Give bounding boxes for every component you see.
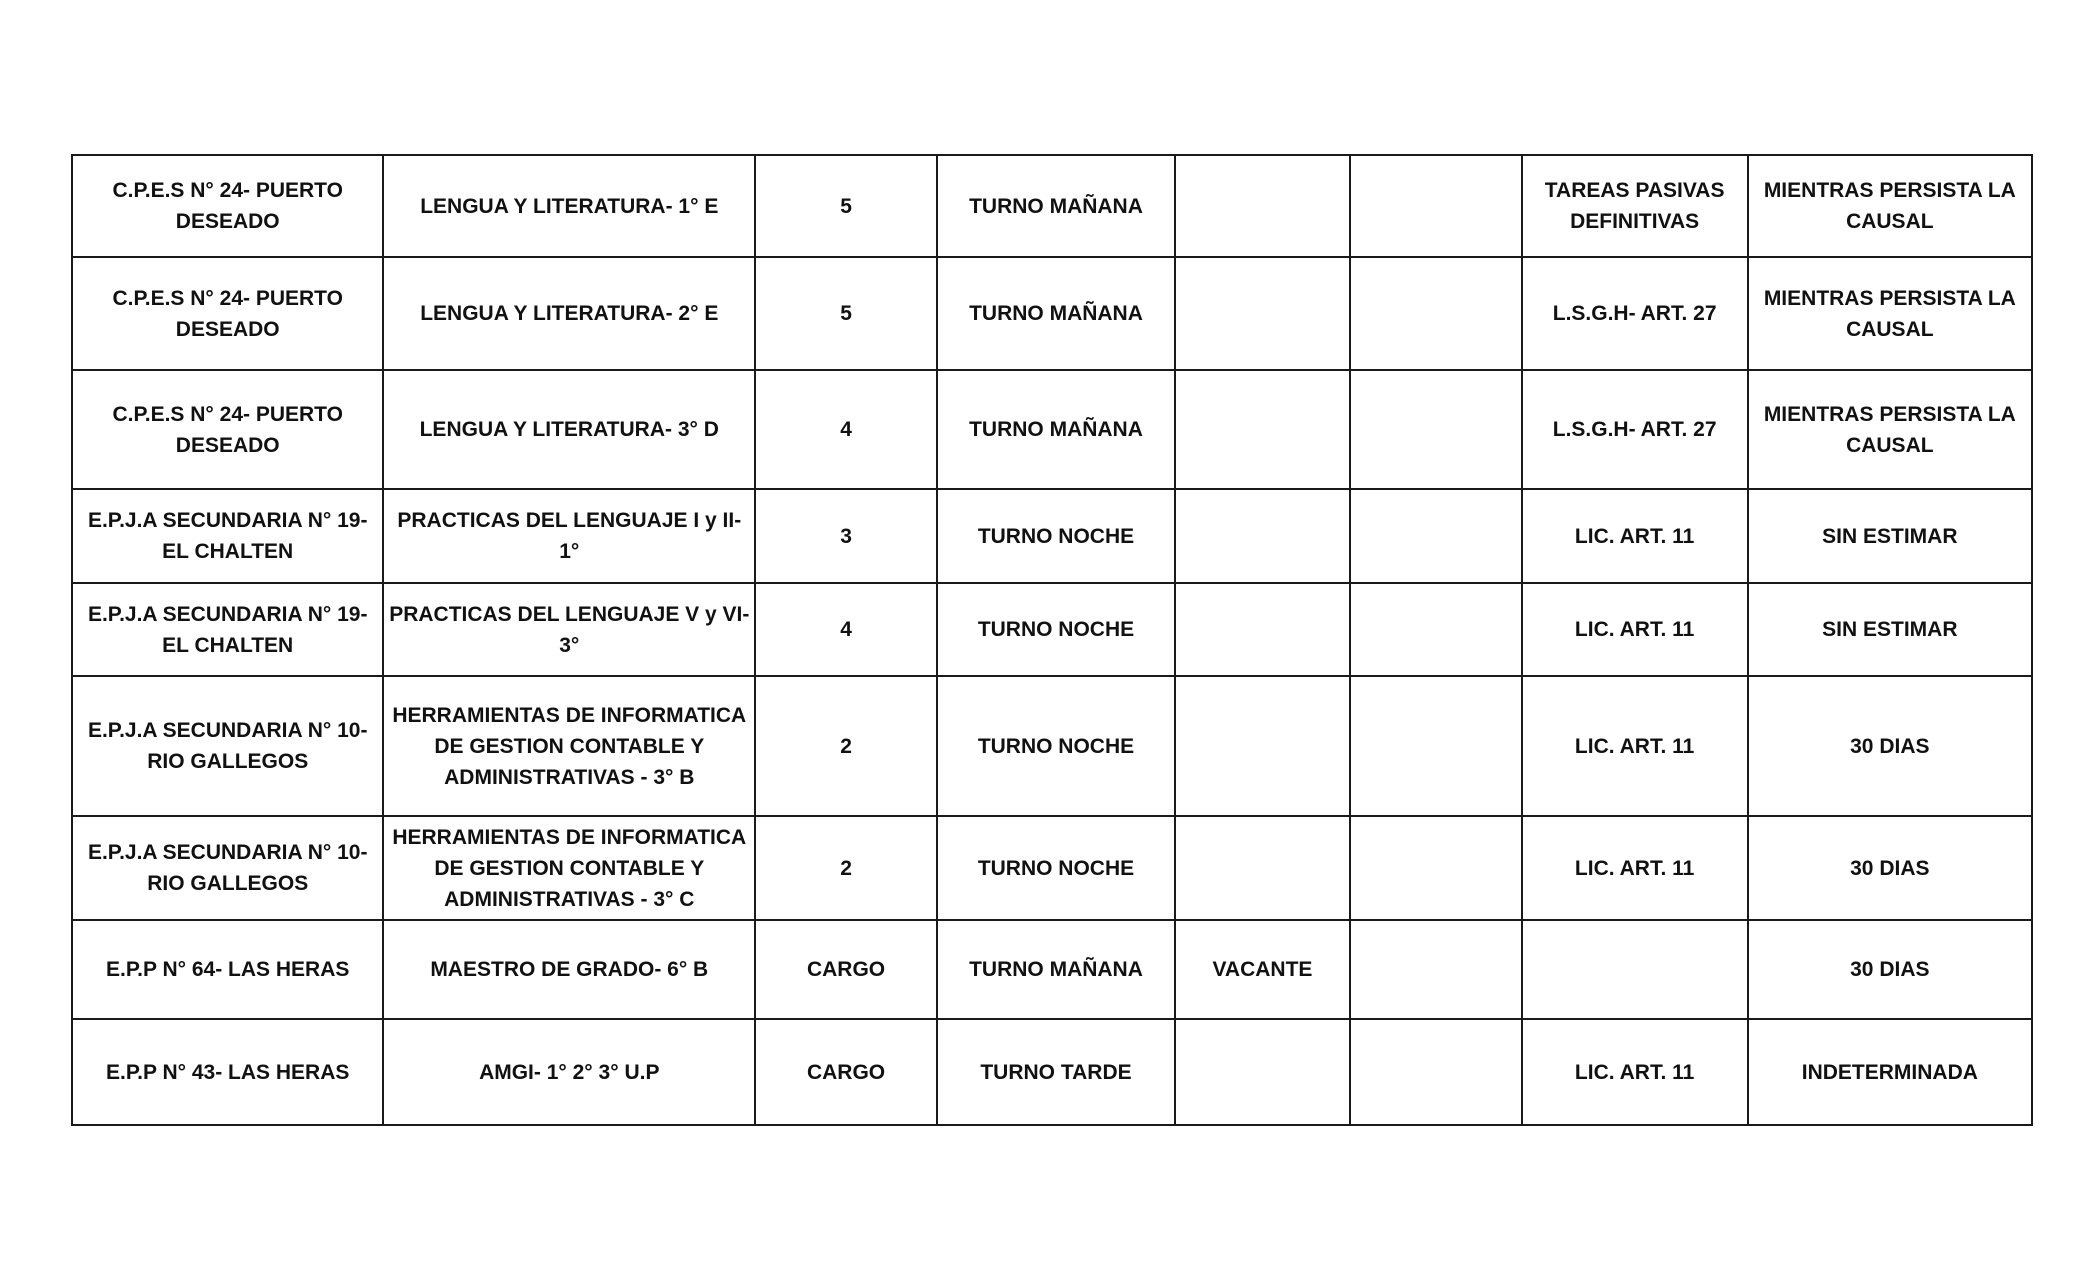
shift-cell: TURNO MAÑANA xyxy=(937,257,1175,370)
extra-cell xyxy=(1350,370,1522,489)
table-row xyxy=(72,257,2032,370)
shift-cell: TURNO TARDE xyxy=(937,1019,1175,1125)
status-cell: VACANTE xyxy=(1175,920,1350,1019)
extra-cell xyxy=(1350,1019,1522,1125)
status-cell xyxy=(1175,370,1350,489)
subject-cell: HERRAMIENTAS DE INFORMATICA DE GESTION CONTABLE Y ADMINISTRATIVAS - 3° B xyxy=(383,676,755,816)
subject-cell: PRACTICAS DEL LENGUAJE V y VI- 3° xyxy=(383,583,755,676)
duration-cell: 30 DIAS xyxy=(1748,920,2032,1019)
shift-cell: TURNO NOCHE xyxy=(937,816,1175,920)
extra-cell xyxy=(1350,257,1522,370)
hours-cell: 4 xyxy=(755,583,937,676)
subject-cell: HERRAMIENTAS DE INFORMATICA DE GESTION CONTABLE Y ADMINISTRATIVAS - 3° C xyxy=(383,816,755,920)
extra-cell xyxy=(1350,155,1522,257)
reason-cell xyxy=(1522,920,1748,1019)
school-cell: E.P.P N° 43- LAS HERAS xyxy=(72,1019,383,1125)
reason-cell: L.S.G.H- ART. 27 xyxy=(1522,257,1748,370)
hours-cell: 5 xyxy=(755,257,937,370)
status-cell xyxy=(1175,489,1350,583)
shift-cell: TURNO NOCHE xyxy=(937,583,1175,676)
subject-cell: LENGUA Y LITERATURA- 2° E xyxy=(383,257,755,370)
subject-cell: PRACTICAS DEL LENGUAJE I y II- 1° xyxy=(383,489,755,583)
shift-cell: TURNO NOCHE xyxy=(937,489,1175,583)
table-row xyxy=(72,370,2032,489)
school-cell: E.P.J.A SECUNDARIA N° 19- EL CHALTEN xyxy=(72,583,383,676)
reason-cell: LIC. ART. 11 xyxy=(1522,583,1748,676)
reason-cell: TAREAS PASIVAS DEFINITIVAS xyxy=(1522,155,1748,257)
hours-cell: 2 xyxy=(755,816,937,920)
school-cell: E.P.J.A SECUNDARIA N° 10- RIO GALLEGOS xyxy=(72,676,383,816)
reason-cell: LIC. ART. 11 xyxy=(1522,1019,1748,1125)
extra-cell xyxy=(1350,583,1522,676)
hours-cell: CARGO xyxy=(755,920,937,1019)
table-row xyxy=(72,920,2032,1019)
duration-cell: MIENTRAS PERSISTA LA CAUSAL xyxy=(1748,370,2032,489)
table-row xyxy=(72,1019,2032,1125)
extra-cell xyxy=(1350,920,1522,1019)
duration-cell: SIN ESTIMAR xyxy=(1748,583,2032,676)
school-cell: E.P.J.A SECUNDARIA N° 19- EL CHALTEN xyxy=(72,489,383,583)
status-cell xyxy=(1175,583,1350,676)
school-cell: C.P.E.S N° 24- PUERTO DESEADO xyxy=(72,370,383,489)
hours-cell: 3 xyxy=(755,489,937,583)
reason-cell: LIC. ART. 11 xyxy=(1522,676,1748,816)
shift-cell: TURNO MAÑANA xyxy=(937,370,1175,489)
duration-cell: SIN ESTIMAR xyxy=(1748,489,2032,583)
extra-cell xyxy=(1350,489,1522,583)
duration-cell: MIENTRAS PERSISTA LA CAUSAL xyxy=(1748,155,2032,257)
school-cell: E.P.P N° 64- LAS HERAS xyxy=(72,920,383,1019)
table-row xyxy=(72,816,2032,920)
extra-cell xyxy=(1350,676,1522,816)
duration-cell: INDETERMINADA xyxy=(1748,1019,2032,1125)
hours-cell: 5 xyxy=(755,155,937,257)
subject-cell: MAESTRO DE GRADO- 6° B xyxy=(383,920,755,1019)
school-cell: C.P.E.S N° 24- PUERTO DESEADO xyxy=(72,155,383,257)
table-row xyxy=(72,155,2032,257)
shift-cell: TURNO NOCHE xyxy=(937,676,1175,816)
subject-cell: LENGUA Y LITERATURA- 3° D xyxy=(383,370,755,489)
hours-cell: CARGO xyxy=(755,1019,937,1125)
extra-cell xyxy=(1350,816,1522,920)
reason-cell: LIC. ART. 11 xyxy=(1522,489,1748,583)
subject-cell: AMGI- 1° 2° 3° U.P xyxy=(383,1019,755,1125)
status-cell xyxy=(1175,816,1350,920)
hours-cell: 2 xyxy=(755,676,937,816)
table-row xyxy=(72,489,2032,583)
table-row xyxy=(72,583,2032,676)
vacancy-table xyxy=(71,154,2033,1126)
status-cell xyxy=(1175,155,1350,257)
shift-cell: TURNO MAÑANA xyxy=(937,155,1175,257)
status-cell xyxy=(1175,257,1350,370)
table-row xyxy=(72,676,2032,816)
reason-cell: L.S.G.H- ART. 27 xyxy=(1522,370,1748,489)
school-cell: C.P.E.S N° 24- PUERTO DESEADO xyxy=(72,257,383,370)
reason-cell: LIC. ART. 11 xyxy=(1522,816,1748,920)
shift-cell: TURNO MAÑANA xyxy=(937,920,1175,1019)
hours-cell: 4 xyxy=(755,370,937,489)
status-cell xyxy=(1175,1019,1350,1125)
duration-cell: MIENTRAS PERSISTA LA CAUSAL xyxy=(1748,257,2032,370)
school-cell: E.P.J.A SECUNDARIA N° 10- RIO GALLEGOS xyxy=(72,816,383,920)
duration-cell: 30 DIAS xyxy=(1748,816,2032,920)
duration-cell: 30 DIAS xyxy=(1748,676,2032,816)
status-cell xyxy=(1175,676,1350,816)
subject-cell: LENGUA Y LITERATURA- 1° E xyxy=(383,155,755,257)
